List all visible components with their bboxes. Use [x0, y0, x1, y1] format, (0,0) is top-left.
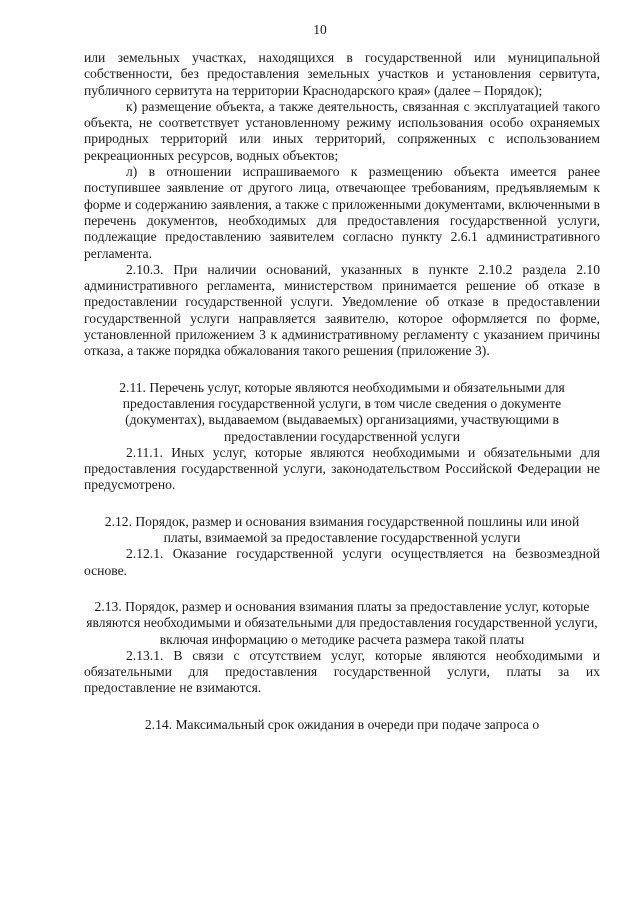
paragraph-item-l: л) в отношении испрашиваемого к размещению объекта имеется ранее поступившее заявление от другого лица, отвечающее требованиям, предъявляемым к форме и содержанию заявления, а также с приложенными документами, включенными в перечень документов, необходимых для предоставления государственной услуги, подлежащие предоставлению заявителем согласно пункту 2.6.1 административного регламента. [84, 164, 600, 261]
section-heading-2-11: 2.11. Перечень услуг, которые являются необходимыми и обязательными для предоставления государственной услуги, в том числе сведения о документе (документах), выдаваемом (выдаваемых) организациями, участвующими в предоставлении государственной услуги [119, 379, 565, 444]
page-number: 10 [313, 22, 327, 37]
section-heading-2-13: 2.13. Порядок, размер и основания взимания платы за предоставление услуг, которые являются необходимыми и обязательными для предоставления государственной услуги, включая информацию о методике расчета размера такой платы [86, 598, 598, 647]
section-heading-2-12: 2.12. Порядок, размер и основания взимания государственной пошлины или иной платы, взимаемой за предоставление государственной услуги [104, 513, 580, 546]
paragraph-2-10-3: 2.10.3. При наличии оснований, указанных в пункте 2.10.2 раздела 2.10 административного регламента, министерством принимается решение об отказе в предоставлении государственной услуги. Уведомление об отказе в предоставлении государственной услуги направляется заявителю, которое оформляется по форме, установленной приложением 3 к административному регламенту с указанием причины отказа, а также порядка обжалования такого решения (приложение 3). [84, 261, 600, 359]
paragraph-item-k: к) размещение объекта, а также деятельность, связанная с эксплуатацией такого объекта, не соответствует установленному режиму использования особо охраняемых природных территорий или иных территорий, сопряженных с использованием рекреационных ресурсов, водных объектов; [84, 98, 600, 163]
paragraph-2-13-1: 2.13.1. В связи с отсутствием услуг, которые являются необходимыми и обязательными для предоставления государственной услуги, платы за их предоставление не взимаются. [84, 647, 600, 696]
document-body [84, 50, 600, 733]
paragraph-2-11-1: 2.11.1. Иных услуг, которые являются необходимыми и обязательными для предоставления государственной услуги, законодательством Российской Федерации не предусмотрено. [84, 444, 600, 493]
paragraph-2-12-1: 2.12.1. Оказание государственной услуги осуществляется на безвозмездной основе. [84, 546, 600, 578]
paragraph-continuation: или земельных участках, находящихся в государственной или муниципальной собственности, без предоставления земельных участков и установления сервитута, публичного сервитута на территории Краснодарского края» (далее – Порядок); [84, 50, 600, 98]
section-heading-2-14: 2.14. Максимальный срок ожидания в очереди при подаче запроса о [144, 716, 540, 732]
